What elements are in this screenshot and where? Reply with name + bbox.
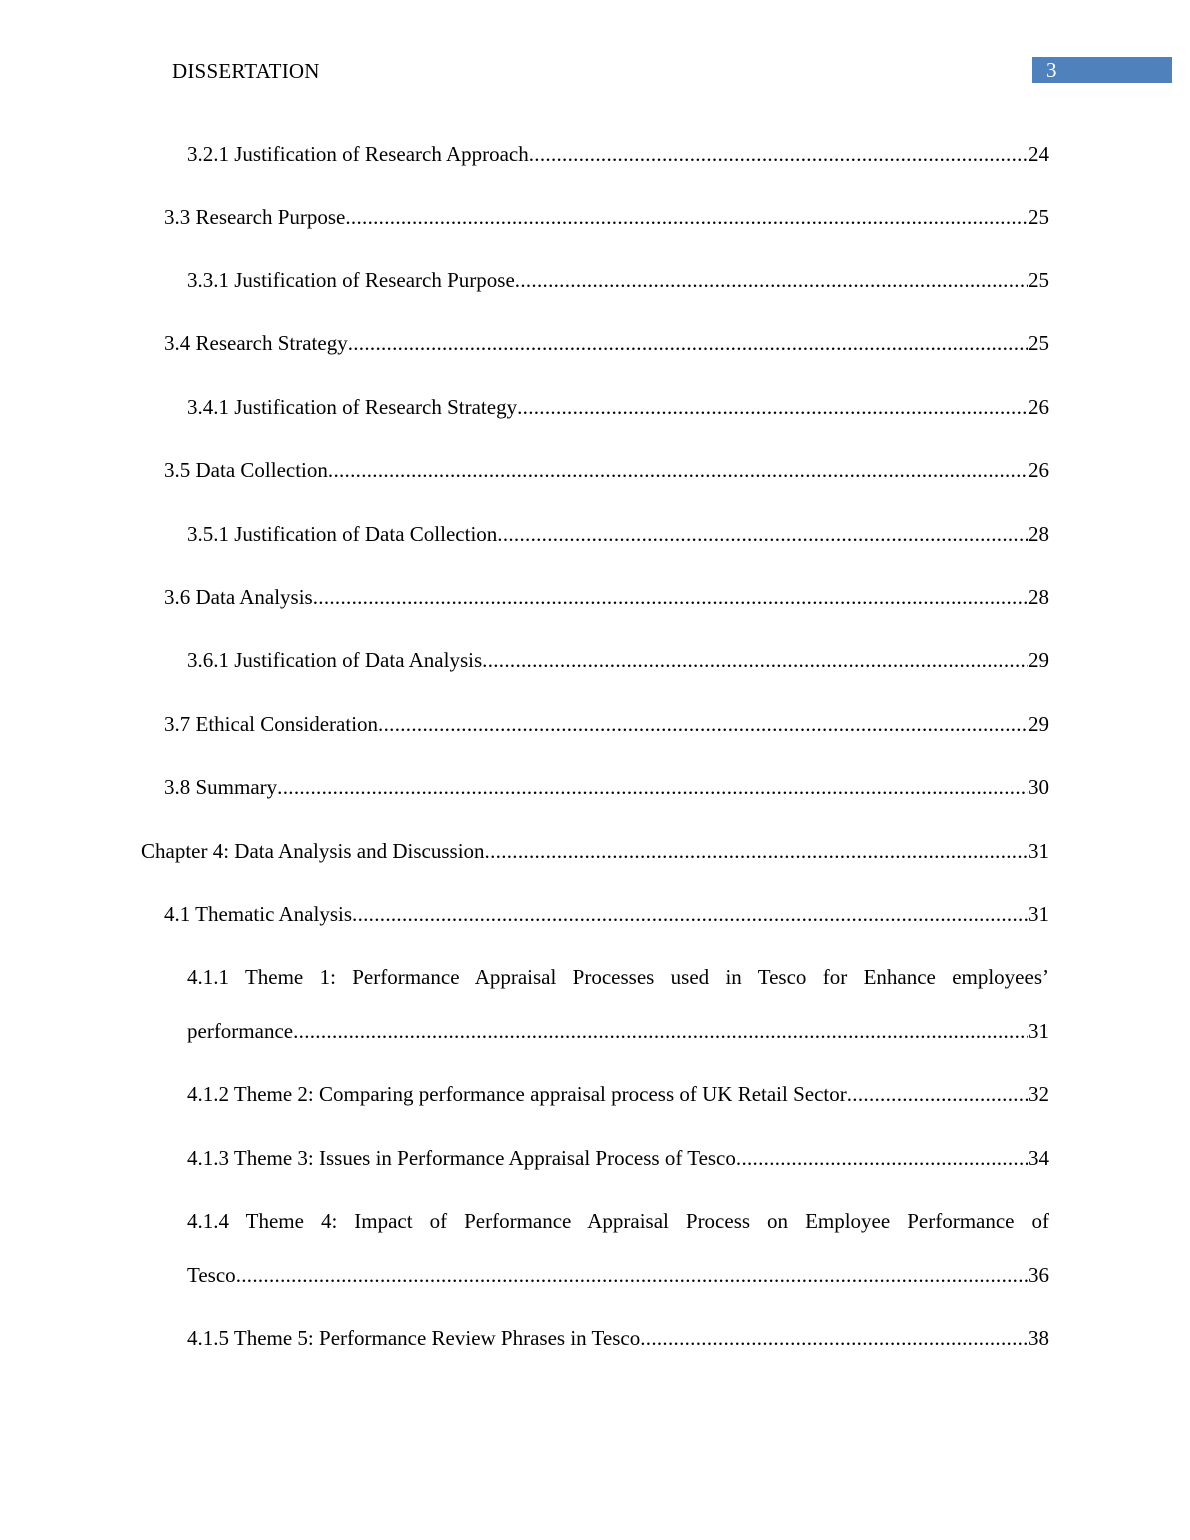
dot-leader — [847, 1080, 1028, 1108]
toc-entry-text: 3.8 Summary — [164, 775, 278, 799]
toc-entry-text: 4.1.3 Theme 3: Issues in Performance Appraisal Process of Tesco — [187, 1146, 736, 1170]
toc-entry-chapter[interactable] — [141, 837, 1049, 865]
dot-leader — [348, 329, 1028, 357]
dot-leader — [736, 1144, 1028, 1172]
toc-entry-text: 3.6.1 Justification of Data Analysis — [187, 648, 483, 672]
dot-leader — [352, 900, 1028, 928]
toc-entry-page: 29 — [1028, 648, 1049, 672]
dot-leader — [345, 203, 1028, 231]
dot-leader — [497, 520, 1028, 548]
toc-entry-text: Chapter 4: Data Analysis and Discussion — [141, 839, 485, 863]
toc-entry[interactable] — [187, 646, 1049, 674]
toc-entry-line2 — [187, 1017, 1049, 1045]
dot-leader — [640, 1324, 1028, 1352]
toc-entry-page: 26 — [1028, 395, 1049, 419]
toc-entry-page: 31 — [1028, 902, 1049, 926]
toc-entry-text: 3.2.1 Justification of Research Approach — [187, 142, 529, 166]
dot-leader — [482, 646, 1028, 674]
toc-entry-text: 3.5 Data Collection — [164, 458, 328, 482]
toc-entry-page: 32 — [1028, 1082, 1049, 1106]
toc-entry[interactable] — [164, 456, 1049, 484]
toc-entry-page: 25 — [1028, 205, 1049, 229]
toc-entry-text-line1: 4.1.4 Theme 4: Impact of Performance Appraisal Process on Employee Performance of — [187, 1209, 1049, 1233]
running-header-title: DISSERTATION — [172, 59, 320, 83]
toc-entry-page: 36 — [1028, 1263, 1049, 1287]
dot-leader — [529, 140, 1028, 168]
toc-entry-text: 3.3 Research Purpose — [164, 205, 346, 229]
toc-entry[interactable] — [187, 140, 1049, 168]
toc-entry-line2 — [187, 1261, 1049, 1289]
toc-entry-text: 3.4.1 Justification of Research Strategy — [187, 395, 518, 419]
toc-entry-text: 3.7 Ethical Consideration — [164, 712, 379, 736]
toc-entry-page: 30 — [1028, 775, 1049, 799]
dot-leader — [378, 710, 1028, 738]
toc-entry[interactable] — [164, 710, 1049, 738]
dot-leader — [328, 456, 1028, 484]
toc-entry-page: 26 — [1028, 458, 1049, 482]
toc-entry-text-line2: performance — [187, 1019, 294, 1043]
toc-entry-page: 28 — [1028, 585, 1049, 609]
toc-entry-page: 25 — [1028, 331, 1049, 355]
toc-entry[interactable] — [187, 266, 1049, 294]
toc-entry-text: 4.1.5 Theme 5: Performance Review Phrases in Tesco — [187, 1326, 641, 1350]
toc-entry-page: 25 — [1028, 268, 1049, 292]
toc-entry[interactable] — [164, 583, 1049, 611]
toc-entry-text: 4.1 Thematic Analysis — [164, 902, 353, 926]
toc-entry-text: 3.5.1 Justification of Data Collection — [187, 522, 498, 546]
dot-leader — [277, 773, 1028, 801]
toc-entry[interactable] — [187, 520, 1049, 548]
toc-entry[interactable] — [164, 329, 1049, 357]
toc-entry[interactable] — [187, 1144, 1049, 1172]
toc-entry-page: 31 — [1028, 1019, 1049, 1043]
toc-entry-text-line1: 4.1.1 Theme 1: Performance Appraisal Processes used in Tesco for Enhance employees’ — [187, 965, 1049, 989]
toc-entry-text: 3.3.1 Justification of Research Purpose — [187, 268, 515, 292]
toc-entry-page: 24 — [1028, 142, 1049, 166]
toc-entry-page: 31 — [1028, 839, 1049, 863]
toc-entry-page: 29 — [1028, 712, 1049, 736]
toc-entry-page: 34 — [1028, 1146, 1049, 1170]
dot-leader — [485, 837, 1028, 865]
toc-entry-page: 28 — [1028, 522, 1049, 546]
toc-entry-text: 3.4 Research Strategy — [164, 331, 348, 355]
dot-leader — [236, 1261, 1028, 1289]
toc-entry-page: 38 — [1028, 1326, 1049, 1350]
toc-entry-text: 3.6 Data Analysis — [164, 585, 313, 609]
dot-leader — [515, 266, 1028, 294]
dot-leader — [293, 1017, 1028, 1045]
toc-entry-text-line2: Tesco — [187, 1263, 236, 1287]
toc-entry[interactable] — [187, 1080, 1049, 1108]
dot-leader — [517, 393, 1028, 421]
toc-entry[interactable] — [164, 900, 1049, 928]
page-number: 3 — [1046, 58, 1057, 82]
toc-entry-text: 4.1.2 Theme 2: Comparing performance appraisal process of UK Retail Sector — [187, 1082, 847, 1106]
toc-entry[interactable] — [164, 203, 1049, 231]
dot-leader — [313, 583, 1028, 611]
toc-entry[interactable] — [187, 393, 1049, 421]
toc-entry[interactable] — [187, 1324, 1049, 1352]
toc-entry[interactable] — [164, 773, 1049, 801]
